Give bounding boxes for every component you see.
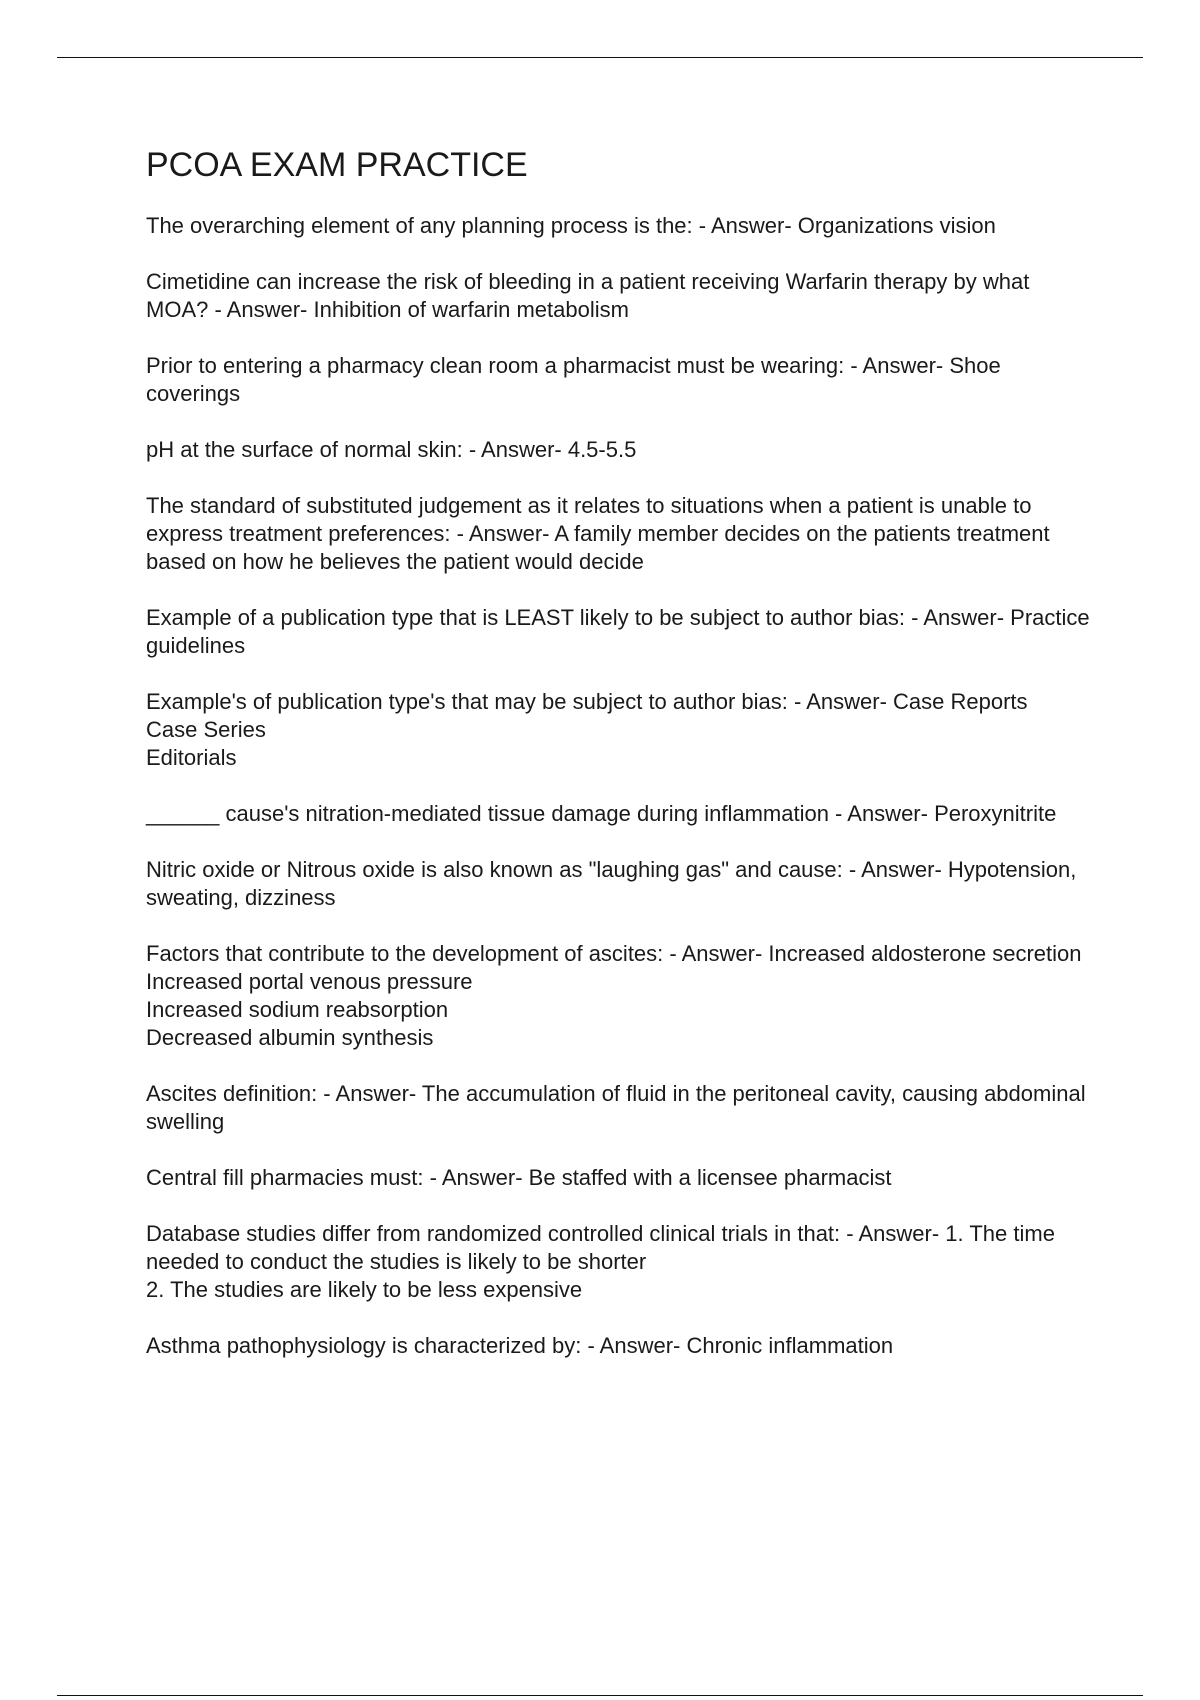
qa-entry: Central fill pharmacies must: - Answer- Be staffed with a licensee pharmacist — [146, 1165, 892, 1190]
bottom-rule — [57, 1695, 1143, 1696]
qa-entry: Cimetidine can increase the risk of bleeding in a patient receiving Warfarin therapy by what MOA? - Answer- Inhibition of warfarin metabolism — [146, 269, 1030, 322]
document-title: PCOA EXAM PRACTICE — [146, 146, 528, 184]
qa-entry: Factors that contribute to the development of ascites: - Answer- Increased aldosterone secretion Increased portal venous pressure Increased sodium reabsorption Decreased albumin synthesis — [146, 941, 1082, 1050]
top-rule — [57, 57, 1143, 58]
qa-entry: Prior to entering a pharmacy clean room a pharmacist must be wearing: - Answer- Shoe coverings — [146, 353, 1001, 406]
qa-entry: The standard of substituted judgement as it relates to situations when a patient is unable to express treatment preferences: - Answer- A family member decides on the patients treatment based on how he believes the patient would decide — [146, 493, 1050, 574]
qa-entry: Asthma pathophysiology is characterized by: - Answer- Chronic inflammation — [146, 1333, 894, 1358]
qa-entry: Example's of publication type's that may be subject to author bias: - Answer- Case Reports Case Series Editorials — [146, 689, 1028, 770]
qa-entry: ______ cause's nitration-mediated tissue damage during inflammation - Answer- Peroxynitrite — [146, 801, 1057, 826]
qa-entry: The overarching element of any planning process is the: - Answer- Organizations vision — [146, 213, 996, 238]
qa-entry: pH at the surface of normal skin: - Answer- 4.5-5.5 — [146, 437, 637, 462]
qa-entry: Example of a publication type that is LEAST likely to be subject to author bias: - Answer- Practice guidelines — [146, 605, 1090, 658]
qa-entry: Ascites definition: - Answer- The accumulation of fluid in the peritoneal cavity, causing abdominal swelling — [146, 1081, 1086, 1134]
qa-entry: Nitric oxide or Nitrous oxide is also known as "laughing gas" and cause: - Answer- Hypotension, sweating, dizziness — [146, 857, 1077, 910]
document-body — [146, 140, 1096, 1388]
qa-entry: Database studies differ from randomized controlled clinical trials in that: - Answer- 1. The time needed to conduct the studies is likely to be shorter 2. The studies are likely to be less expensive — [146, 1221, 1055, 1302]
